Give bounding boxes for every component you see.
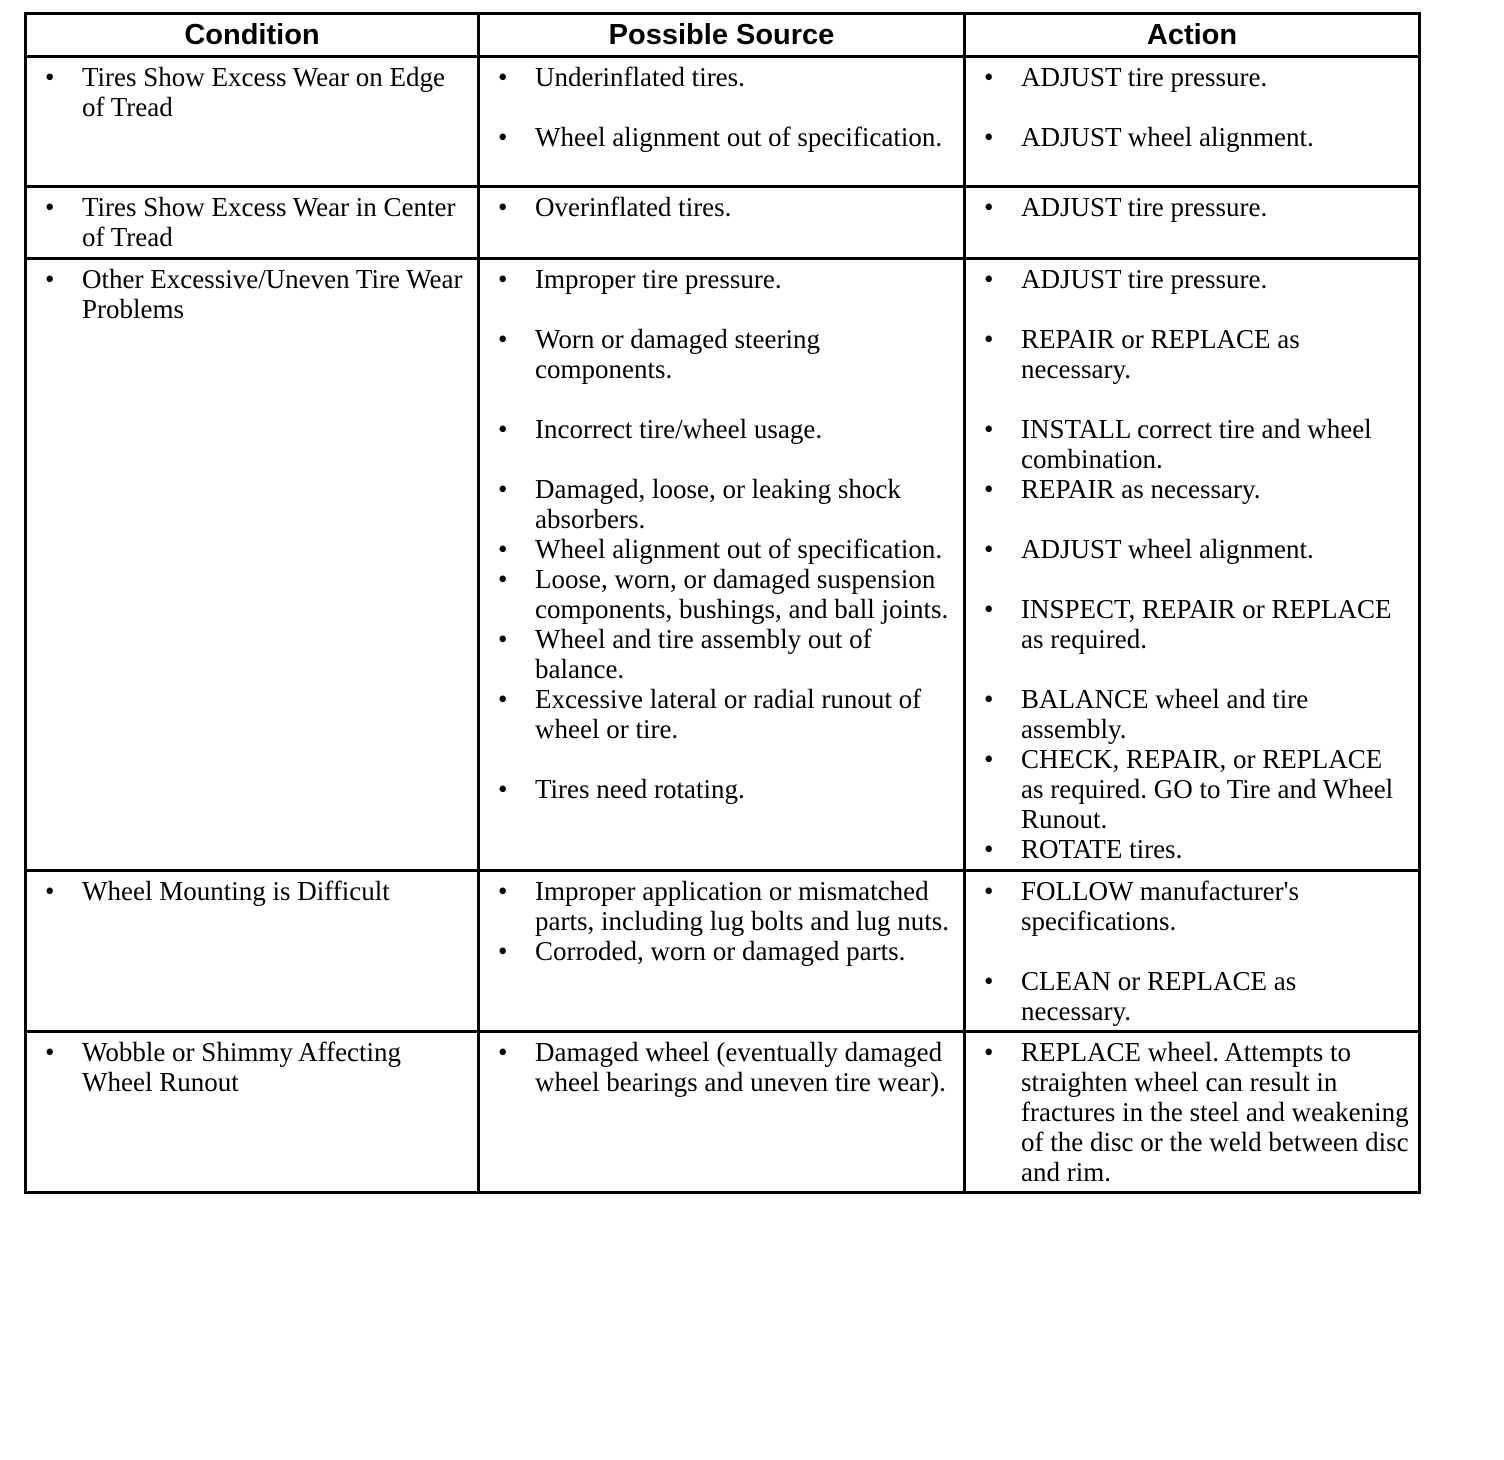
table-row <box>26 187 1420 259</box>
list-item <box>976 324 1410 384</box>
header-condition: Condition <box>26 14 479 57</box>
bullet-icon: • <box>498 876 508 906</box>
action-text: REPAIR as necessary. <box>1021 474 1261 504</box>
list-item <box>976 966 1410 1026</box>
condition-text: Tires Show Excess Wear in Center of Tread <box>82 192 456 252</box>
action-cell <box>965 187 1420 259</box>
bullet-icon: • <box>498 264 508 294</box>
list-item <box>490 62 955 92</box>
table-body <box>26 57 1420 1193</box>
action-cell <box>965 1032 1420 1193</box>
action-text: BALANCE wheel and tire assembly. <box>1021 684 1309 744</box>
action-text: ROTATE tires. <box>1021 834 1183 864</box>
possible-source-cell <box>479 259 965 871</box>
list-item <box>490 264 955 294</box>
list-item <box>976 122 1410 152</box>
source-text: Improper application or mismatched parts, including lug bolts and lug nuts. <box>535 876 949 936</box>
action-list <box>976 1037 1410 1187</box>
bullet-icon: • <box>984 966 994 996</box>
action-cell <box>965 871 1420 1032</box>
action-text: REPLACE wheel. Attempts to straighten wheel can result in fractures in the steel and weakening of the disc or the weld between disc and rim. <box>1021 1037 1409 1187</box>
bullet-icon: • <box>984 324 994 354</box>
source-text: Wheel alignment out of specification. <box>535 534 943 564</box>
table-row <box>26 259 1420 871</box>
condition-list <box>37 192 469 252</box>
bullet-icon: • <box>45 1037 55 1067</box>
source-text: Damaged wheel (eventually damaged wheel bearings and uneven tire wear). <box>535 1037 946 1097</box>
list-item <box>490 122 955 152</box>
bullet-icon: • <box>498 534 508 564</box>
bullet-icon: • <box>45 192 55 222</box>
source-list <box>490 192 955 222</box>
diagnosis-table <box>24 12 1421 1194</box>
bullet-icon: • <box>498 122 508 152</box>
source-text: Wheel alignment out of specification. <box>535 122 943 152</box>
list-item <box>976 876 1410 936</box>
possible-source-cell <box>479 187 965 259</box>
source-text: Wheel and tire assembly out of balance. <box>535 624 872 684</box>
list-item <box>976 192 1410 222</box>
list-item <box>37 192 469 252</box>
bullet-icon: • <box>984 684 994 714</box>
list-item <box>490 1037 955 1097</box>
action-list <box>976 264 1410 864</box>
condition-list <box>37 62 469 122</box>
list-item <box>490 414 955 444</box>
condition-cell <box>26 259 479 871</box>
condition-text: Other Excessive/Uneven Tire Wear Problems <box>82 264 463 324</box>
header-possible-source: Possible Source <box>479 14 965 57</box>
table-row <box>26 1032 1420 1193</box>
action-text: ADJUST wheel alignment. <box>1021 122 1314 152</box>
list-item <box>37 876 469 906</box>
bullet-icon: • <box>498 564 508 594</box>
bullet-icon: • <box>45 264 55 294</box>
bullet-icon: • <box>984 192 994 222</box>
bullet-icon: • <box>984 744 994 774</box>
bullet-icon: • <box>984 62 994 92</box>
condition-cell <box>26 57 479 187</box>
list-item <box>976 264 1410 294</box>
bullet-icon: • <box>498 474 508 504</box>
action-text: FOLLOW manufacturer's specifications. <box>1021 876 1300 936</box>
bullet-icon: • <box>984 1037 994 1067</box>
action-text: ADJUST tire pressure. <box>1021 264 1268 294</box>
list-item <box>490 564 955 624</box>
table-row <box>26 871 1420 1032</box>
list-item <box>490 474 955 534</box>
action-text: INSPECT, REPAIR or REPLACE as required. <box>1021 594 1392 654</box>
possible-source-cell <box>479 871 965 1032</box>
list-item <box>976 1037 1410 1187</box>
action-cell <box>965 259 1420 871</box>
condition-text: Tires Show Excess Wear on Edge of Tread <box>82 62 446 122</box>
list-item <box>976 834 1410 864</box>
bullet-icon: • <box>498 624 508 654</box>
list-item <box>976 594 1410 654</box>
bullet-icon: • <box>498 684 508 714</box>
list-item <box>976 744 1410 834</box>
action-list <box>976 192 1410 222</box>
source-list <box>490 62 955 152</box>
source-text: Damaged, loose, or leaking shock absorbers. <box>535 474 901 534</box>
list-item <box>976 414 1410 474</box>
bullet-icon: • <box>984 474 994 504</box>
list-item <box>490 192 955 222</box>
source-list <box>490 876 955 966</box>
action-text: INSTALL correct tire and wheel combination. <box>1021 414 1372 474</box>
source-text: Worn or damaged steering components. <box>535 324 820 384</box>
list-item <box>976 474 1410 504</box>
list-item <box>490 684 955 744</box>
list-item <box>37 1037 469 1097</box>
source-text: Underinflated tires. <box>535 62 745 92</box>
condition-list <box>37 264 469 324</box>
bullet-icon: • <box>984 414 994 444</box>
source-text: Improper tire pressure. <box>535 264 782 294</box>
source-list <box>490 1037 955 1097</box>
bullet-icon: • <box>984 876 994 906</box>
source-text: Overinflated tires. <box>535 192 732 222</box>
bullet-icon: • <box>45 62 55 92</box>
source-list <box>490 264 955 804</box>
list-item <box>490 324 955 384</box>
action-list <box>976 876 1410 1026</box>
list-item <box>490 534 955 564</box>
list-item <box>976 684 1410 744</box>
list-item <box>976 534 1410 564</box>
action-text: REPAIR or REPLACE as necessary. <box>1021 324 1300 384</box>
bullet-icon: • <box>498 192 508 222</box>
condition-cell <box>26 871 479 1032</box>
bullet-icon: • <box>498 62 508 92</box>
list-item <box>490 876 955 936</box>
bullet-icon: • <box>498 1037 508 1067</box>
action-text: CLEAN or REPLACE as necessary. <box>1021 966 1297 1026</box>
bullet-icon: • <box>984 534 994 564</box>
bullet-icon: • <box>498 414 508 444</box>
bullet-icon: • <box>498 936 508 966</box>
possible-source-cell <box>479 1032 965 1193</box>
source-text: Excessive lateral or radial runout of wheel or tire. <box>535 684 922 744</box>
table-row <box>26 57 1420 187</box>
action-text: ADJUST tire pressure. <box>1021 192 1268 222</box>
list-item <box>37 62 469 122</box>
list-item <box>490 774 955 804</box>
bullet-icon: • <box>984 594 994 624</box>
source-text: Incorrect tire/wheel usage. <box>535 414 823 444</box>
action-cell <box>965 57 1420 187</box>
list-item <box>37 264 469 324</box>
header-row <box>26 14 1420 57</box>
possible-source-cell <box>479 57 965 187</box>
bullet-icon: • <box>498 324 508 354</box>
action-text: ADJUST wheel alignment. <box>1021 534 1314 564</box>
list-item <box>490 624 955 684</box>
source-text: Loose, worn, or damaged suspension components, bushings, and ball joints. <box>535 564 949 624</box>
list-item <box>490 936 955 966</box>
condition-cell <box>26 1032 479 1193</box>
action-text: ADJUST tire pressure. <box>1021 62 1268 92</box>
list-item <box>976 62 1410 92</box>
bullet-icon: • <box>984 834 994 864</box>
bullet-icon: • <box>498 774 508 804</box>
bullet-icon: • <box>45 876 55 906</box>
condition-list <box>37 1037 469 1097</box>
bullet-icon: • <box>984 264 994 294</box>
bullet-icon: • <box>984 122 994 152</box>
condition-cell <box>26 187 479 259</box>
action-text: CHECK, REPAIR, or REPLACE as required. GO to Tire and Wheel Runout. <box>1021 744 1394 834</box>
source-text: Tires need rotating. <box>535 774 745 804</box>
condition-text: Wheel Mounting is Difficult <box>82 876 390 906</box>
source-text: Corroded, worn or damaged parts. <box>535 936 906 966</box>
condition-list <box>37 876 469 906</box>
condition-text: Wobble or Shimmy Affecting Wheel Runout <box>82 1037 402 1097</box>
action-list <box>976 62 1410 152</box>
header-action: Action <box>965 14 1420 57</box>
